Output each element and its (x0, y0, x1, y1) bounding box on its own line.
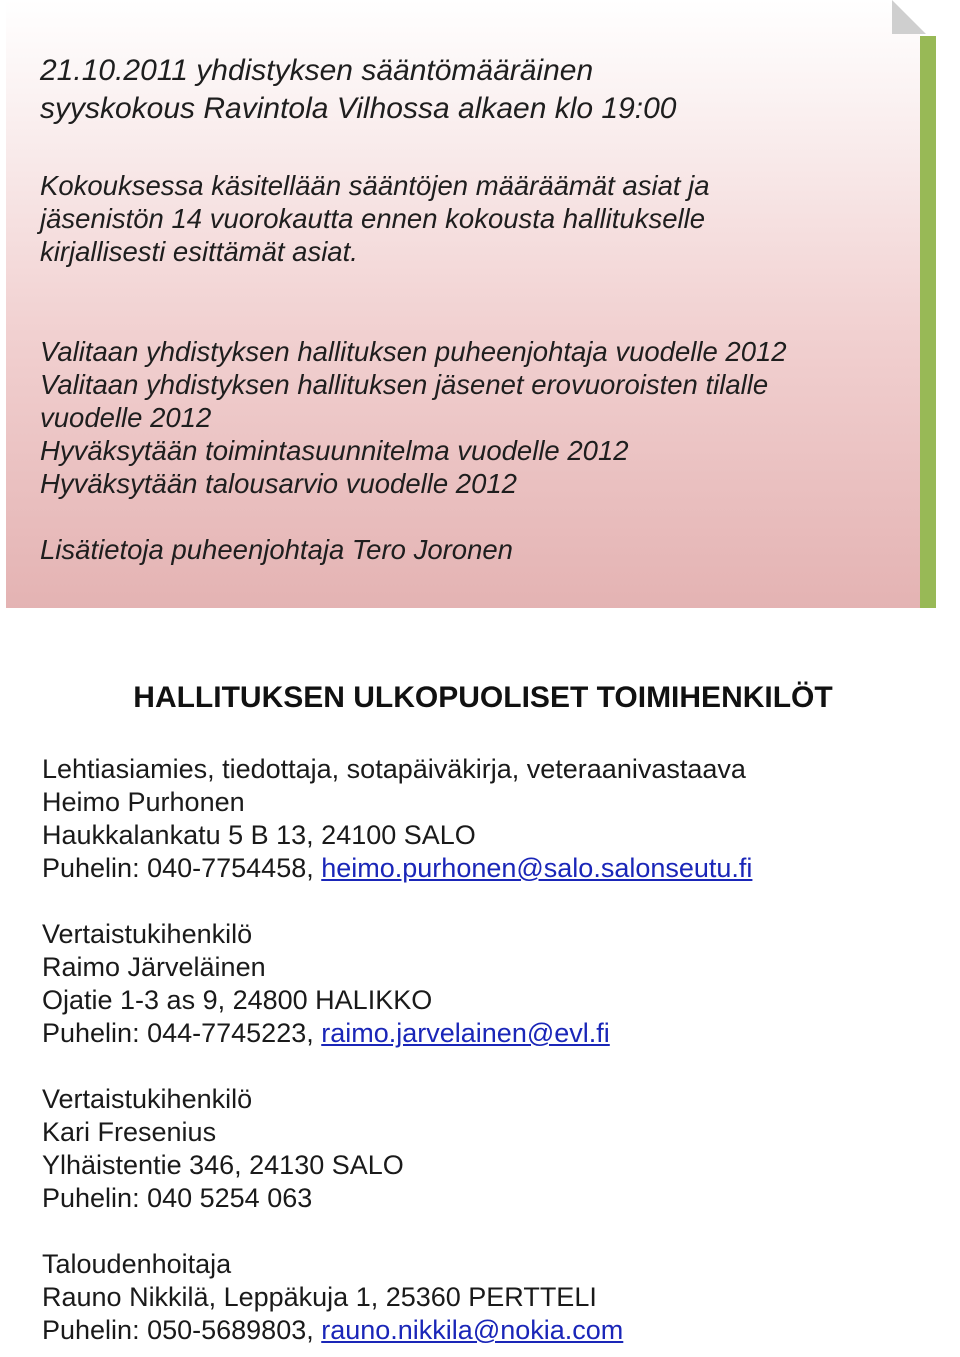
contact-phone-line (42, 1314, 623, 1347)
meeting-intro-line-2: jäsenistön 14 vuorokautta ennen kokousta hallitukselle (40, 203, 706, 234)
meeting-title-line-1: 21.10.2011 yhdistyksen sääntömääräinen (40, 54, 594, 87)
more-info-line: Lisätietoja puheenjohtaja Tero Joronen (40, 534, 513, 565)
green-accent-bar-bevel (936, 36, 960, 608)
contact-phone: Puhelin: 044-7745223, (42, 1018, 322, 1048)
contact-role: Vertaistukihenkilö (42, 919, 253, 949)
contact-address: Ylhäistentie 346, 24130 SALO (42, 1150, 404, 1180)
contact-email-link[interactable]: rauno.nikkila@nokia.com (321, 1315, 624, 1345)
agenda-item: Hyväksytään toimintasuunnitelma vuodelle 2012 (40, 435, 629, 466)
contact-name: Raimo Järveläinen (42, 952, 266, 982)
contact-phone: Puhelin: 050-5689803, (42, 1315, 322, 1345)
section-heading: HALLITUKSEN ULKOPUOLISET TOIMIHENKILÖT (133, 681, 833, 714)
contact-email-link[interactable]: heimo.purhonen@salo.salonseutu.fi (321, 853, 753, 883)
contact-name-address: Rauno Nikkilä, Leppäkuja 1, 25360 PERTTELI (42, 1282, 597, 1312)
agenda-item: vuodelle 2012 (40, 402, 212, 433)
page-fold-shadow (892, 0, 926, 34)
contact-role: Lehtiasiamies, tiedottaja, sotapäiväkirja, veteraanivastaava (42, 754, 746, 784)
agenda-item: Hyväksytään talousarvio vuodelle 2012 (40, 468, 517, 499)
agenda-item: Valitaan yhdistyksen hallituksen puheenjohtaja vuodelle 2012 (40, 336, 787, 367)
meeting-intro-line-1: Kokouksessa käsitellään sääntöjen määräämät asiat ja (40, 170, 710, 201)
contact-phone: Puhelin: 040-7754458, (42, 853, 322, 883)
meeting-title-line-2: syyskokous Ravintola Vilhossa alkaen klo 19:00 (40, 92, 677, 125)
agenda-item: Valitaan yhdistyksen hallituksen jäsenet erovuoroisten tilalle (40, 369, 769, 400)
contact-phone-line (42, 852, 752, 885)
contact-address: Haukkalankatu 5 B 13, 24100 SALO (42, 820, 476, 850)
contact-phone: Puhelin: 040 5254 063 (42, 1183, 313, 1213)
contact-name: Kari Fresenius (42, 1117, 217, 1147)
contact-address: Ojatie 1-3 as 9, 24800 HALIKKO (42, 985, 433, 1015)
contact-role: Taloudenhoitaja (42, 1249, 232, 1279)
contact-role: Vertaistukihenkilö (42, 1084, 253, 1114)
contact-email-link[interactable]: raimo.jarvelainen@evl.fi (321, 1018, 610, 1048)
contact-name: Heimo Purhonen (42, 787, 245, 817)
green-accent-bar (920, 36, 936, 608)
contact-phone-line (42, 1017, 610, 1050)
meeting-intro-line-3: kirjallisesti esittämät asiat. (40, 236, 358, 267)
